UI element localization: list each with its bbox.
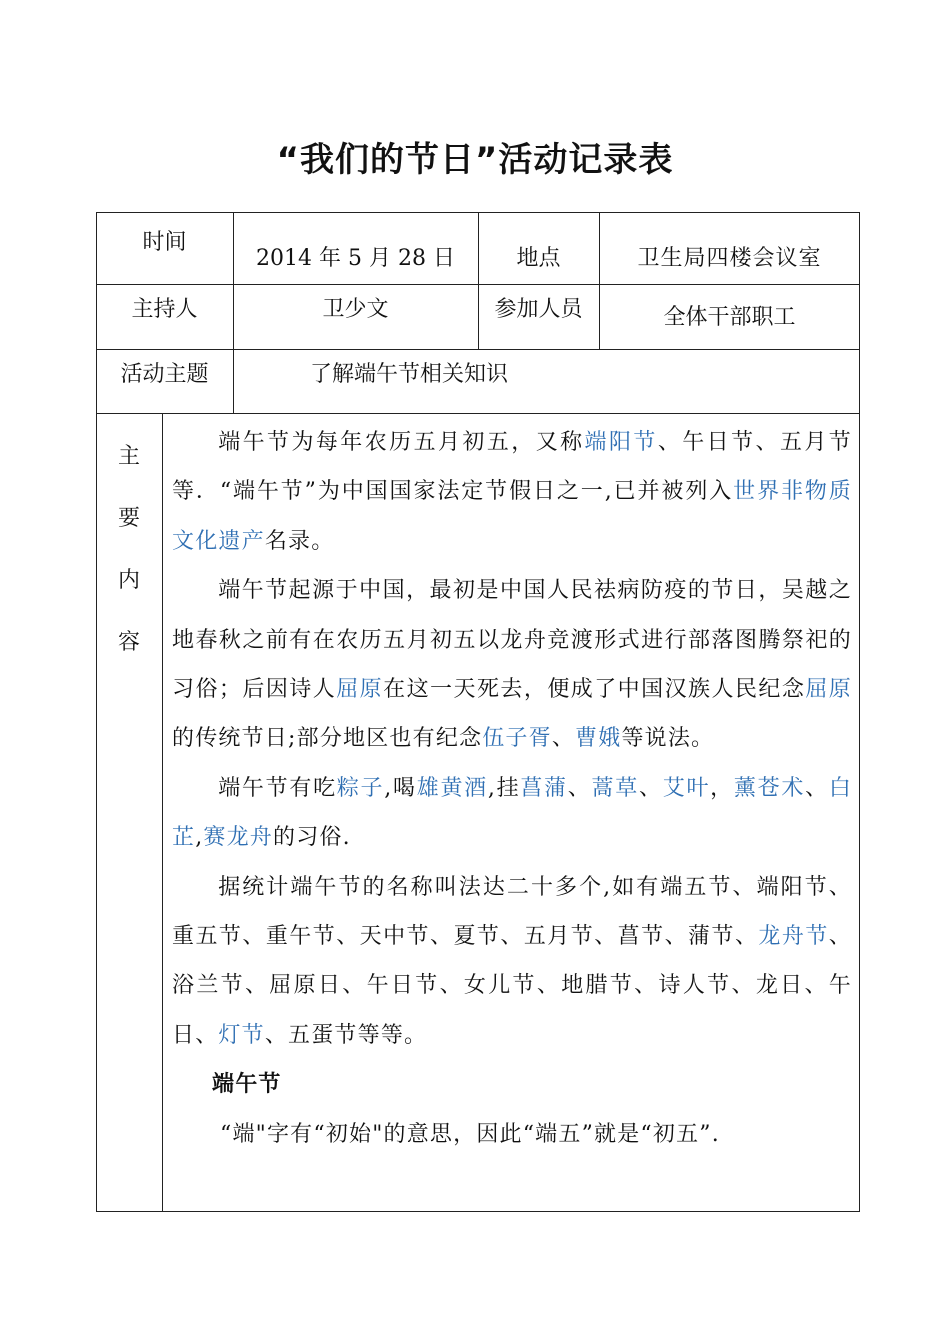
content-label-char: 主 xyxy=(117,444,140,469)
content-label-char: 内 xyxy=(117,568,140,593)
term-link[interactable]: 龙舟节 xyxy=(758,924,829,950)
term-link[interactable]: 白芷 xyxy=(172,775,853,851)
table-row-divider xyxy=(96,413,860,414)
place-label: 地点 xyxy=(516,246,561,271)
paragraph-text: 、浴兰节、屈原日、午日节、女儿节、地腊节、诗人节、龙日、午日、 xyxy=(172,924,852,1048)
participants-label: 参加人员 xyxy=(494,297,583,322)
paragraph-text: 端午节为每年农历五月初五，又称 xyxy=(218,430,585,455)
paragraph-text: 、五蛋节等等。 xyxy=(264,1022,428,1048)
place-value: 卫生局四楼会议室 xyxy=(637,246,822,271)
paragraph-text: ,挂 xyxy=(487,775,521,801)
paragraph-text: 、 xyxy=(638,775,663,801)
content-label-char: 要 xyxy=(117,506,140,531)
term-link[interactable]: 菖蒲 xyxy=(520,775,568,801)
theme-label: 活动主题 xyxy=(120,362,209,387)
table-border-bottom xyxy=(96,1211,860,1212)
paragraph-text: 、 xyxy=(567,775,592,801)
table-border-right xyxy=(859,212,860,1212)
time-value: 2014 年 5 月 28 日 xyxy=(256,246,455,271)
term-link[interactable]: 艾叶 xyxy=(662,775,711,801)
term-link[interactable]: 薰苍术 xyxy=(733,775,806,801)
term-link[interactable]: 曹娥 xyxy=(575,726,622,752)
paragraph-text: ,喝 xyxy=(384,775,417,801)
theme-value: 了解端午节相关知识 xyxy=(310,362,509,387)
page-title: “我们的节日”活动记录表 xyxy=(276,140,674,180)
term-link[interactable]: 粽子 xyxy=(336,775,385,801)
paragraph-text: 在这一天死去，便成了中国汉族人民纪念 xyxy=(383,677,806,703)
term-link[interactable]: 灯节 xyxy=(218,1022,265,1048)
term-link[interactable]: 屈原 xyxy=(336,677,384,703)
participants-value: 全体干部职工 xyxy=(663,305,796,330)
content-paragraph-5: “端"字有“初始"的意思，因此“端五”就是“初五”. xyxy=(220,1121,720,1147)
table-row-divider xyxy=(96,349,860,350)
term-link[interactable]: 伍子胥 xyxy=(482,726,552,752)
host-label: 主持人 xyxy=(131,297,198,322)
term-link[interactable]: 雄黄酒 xyxy=(416,775,488,801)
time-label: 时间 xyxy=(142,230,187,255)
term-link[interactable]: 蒿草 xyxy=(591,775,639,801)
paragraph-text: ， xyxy=(710,775,734,801)
paragraph-text: 的习俗. xyxy=(273,825,351,851)
term-link[interactable]: 屈原 xyxy=(805,677,853,703)
paragraph-text: , xyxy=(195,825,204,851)
content-paragraph-3 xyxy=(172,764,852,863)
section-heading: 端午节 xyxy=(212,1072,282,1098)
content-label xyxy=(96,426,162,674)
paragraph-text: 等说法。 xyxy=(621,726,715,752)
table-col-divider xyxy=(162,413,163,1211)
host-value: 卫少文 xyxy=(322,297,389,322)
term-link[interactable]: 世界非物质文化遗产 xyxy=(172,479,852,554)
paragraph-text: 、 xyxy=(805,775,829,801)
main-content xyxy=(172,418,852,1159)
paragraph-text: 据统计端午节的名称叫法达二十多个,如有端五节、端阳节、重五节、重午节、天中节、夏节、五月节、菖节、蒲节、 xyxy=(172,874,852,950)
paragraph-text: 的传统节日;部分地区也有纪念 xyxy=(172,726,483,752)
content-paragraph-4 xyxy=(172,863,852,1061)
content-label-char: 容 xyxy=(117,630,140,655)
term-link[interactable]: 赛龙舟 xyxy=(203,825,274,851)
paragraph-text: 名录。 xyxy=(264,528,335,554)
paragraph-text: 端午节有吃 xyxy=(218,775,337,801)
term-link[interactable]: 端阳节 xyxy=(584,430,658,455)
content-paragraph-2 xyxy=(172,566,852,764)
paragraph-text: 端午节起源于中国，最初是中国人民祛病防疫的节日，吴越之地春秋之前有在农历五月初五以龙舟竞渡形式进行部落图腾祭祀的习俗；后因诗人 xyxy=(172,578,852,703)
table-col-divider xyxy=(478,212,479,349)
paragraph-text: 、午日节、五月节等．“端午节”为中国国家法定节假日之一,已并被列入 xyxy=(172,430,852,505)
paragraph-text: 、 xyxy=(551,726,576,752)
content-paragraph-1 xyxy=(172,418,852,566)
